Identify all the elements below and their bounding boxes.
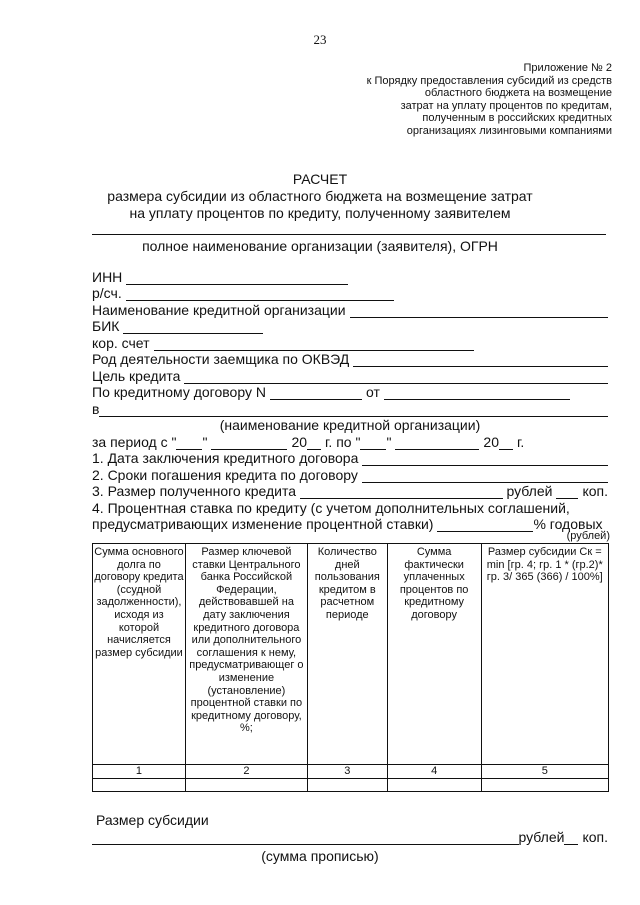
bik-field[interactable] (123, 320, 263, 334)
item3-kop-field[interactable] (556, 485, 578, 499)
subsidy-rub-label: рублей (518, 829, 565, 845)
period-to-year-field[interactable] (499, 436, 513, 450)
contract-row (92, 384, 608, 401)
page-number: 23 (313, 32, 327, 47)
header-cell: Сумма основного долга по договору кредита (ссудной задолженности), исходя из которой начисляется размер субсидии (93, 544, 186, 765)
document-title (0, 171, 640, 222)
okved-row (92, 351, 608, 368)
subsidy-amount-label: Размер субсидии (96, 812, 209, 828)
item3-label: 3. Размер полученного кредита (92, 483, 297, 499)
bik-row (92, 318, 608, 335)
contract-label: По кредитному договору N (92, 384, 266, 400)
requisites-block (92, 268, 608, 532)
appendix-line: затрат на уплату процентов по кредитам, (400, 99, 612, 112)
item2-label: 2. Сроки погашения кредита по договору (92, 466, 358, 483)
item4-row-2 (92, 516, 608, 533)
inn-row (92, 268, 608, 285)
item4-row (92, 499, 608, 516)
item2-row (92, 466, 608, 483)
subsidy-amount-row (92, 829, 608, 845)
item4-label: 4. Процентная ставка по кредиту (с учетом дополнительных соглашений, (92, 499, 570, 516)
contract-from-label: от (365, 384, 380, 400)
period-from-day-field[interactable] (176, 436, 202, 450)
column-number: 4 (387, 765, 481, 779)
column-number: 5 (481, 765, 608, 779)
period-year-prefix-2: 20 (483, 433, 499, 450)
item3-rub-field[interactable] (300, 485, 502, 499)
appendix-line: полученным в российских кредитных (422, 112, 612, 125)
purpose-label: Цель кредита (92, 367, 181, 384)
subsidy-table (92, 543, 609, 792)
inn-field[interactable] (126, 271, 348, 285)
period-end: г. (517, 433, 525, 450)
header-cell: Сумма фактически уплаченных процентов по кредитному договору (387, 544, 481, 765)
table-cell[interactable] (185, 779, 307, 792)
okved-field[interactable] (353, 353, 608, 367)
subsidy-kop-label: коп. (582, 829, 608, 845)
header-cell: Размер ключевой ставки Центрального банка Российской Федерации, действовавшей на дату заключения кредитного договора или дополнительного соглашения к нему, предусматривающег о изменение (установление) процентной ставки по кредитному договору, %; (185, 544, 307, 765)
item3-kop-label: коп. (582, 483, 608, 499)
contract-date-field[interactable] (384, 386, 570, 400)
column-number: 3 (307, 765, 387, 779)
account-field[interactable] (126, 287, 394, 301)
title-line: РАСЧЕТ (292, 171, 348, 187)
table-cell[interactable] (93, 779, 186, 792)
corr-account-label: кор. счет (92, 334, 150, 351)
appendix-line: организациях лизинговыми компаниями (406, 124, 612, 137)
purpose-field[interactable] (184, 370, 608, 384)
okved-label: Род деятельности заемщика по ОКВЭД (92, 351, 350, 367)
amount-in-words-caption: (сумма прописью) (261, 848, 379, 864)
contract-number-field[interactable] (270, 386, 362, 400)
subsidy-kop-field[interactable] (564, 831, 578, 845)
bank-caption: (наименование кредитной организации) (219, 417, 481, 433)
item1-field[interactable] (362, 452, 608, 466)
item3-row (92, 483, 608, 500)
header-cell: Размер субсидии Ск = min [гр. 4; гр. 1 * (гр.2)* гр. 3/ 365 (366) / 100%] (481, 544, 608, 765)
title-line: на уплату процентов по кредиту, полученному заявителем (129, 205, 511, 221)
units-note: (рублей) (566, 530, 610, 542)
credit-org-label: Наименование кредитной организации (92, 301, 346, 318)
period-quote-1: " (202, 433, 208, 450)
org-name-line[interactable] (92, 234, 606, 235)
purpose-row (92, 367, 608, 384)
period-from-year-field[interactable] (307, 436, 321, 450)
bank-caption-row (92, 417, 608, 434)
period-row (92, 433, 608, 450)
corr-account-row (92, 334, 608, 351)
appendix-line: областного бюджета на возмещение (424, 87, 612, 100)
item1-row (92, 450, 608, 467)
bank-row (92, 400, 608, 417)
credit-org-field[interactable] (350, 304, 608, 318)
appendix-header (312, 62, 612, 138)
bank-field[interactable] (99, 403, 608, 417)
table-header-row (93, 544, 609, 765)
item2-field[interactable] (362, 469, 608, 483)
appendix-line: к Порядку предоставления субсидий из средств (366, 74, 612, 87)
inn-label: ИНН (92, 268, 123, 285)
subsidy-amount-field[interactable] (92, 831, 519, 845)
period-from-month-field[interactable] (211, 436, 287, 450)
account-row (92, 285, 608, 302)
column-number: 1 (93, 765, 186, 779)
table-cell[interactable] (481, 779, 608, 792)
interest-rate-field[interactable] (437, 518, 533, 532)
period-prefix: за период с " (92, 433, 177, 450)
table-cell[interactable] (387, 779, 481, 792)
period-to-day-field[interactable] (360, 436, 386, 450)
item4-label-2: предусматривающих изменение процентной ставки) (92, 516, 434, 532)
bik-label: БИК (92, 318, 120, 334)
period-quote-2: " (386, 433, 392, 450)
item3-rub-label: рублей (506, 483, 553, 499)
appendix-line: Приложение № 2 (523, 62, 612, 74)
table-row (93, 779, 609, 792)
credit-org-row (92, 301, 608, 318)
item4-suffix: % годовых (533, 516, 603, 532)
title-line: размера субсидии из областного бюджета на возмещение затрат (107, 188, 533, 204)
column-number: 2 (185, 765, 307, 779)
account-label: р/сч. (92, 285, 122, 301)
table-number-row (93, 765, 609, 779)
org-name-caption: полное наименование организации (заявителя), ОГРН (142, 238, 498, 254)
table-cell[interactable] (307, 779, 387, 792)
period-to-month-field[interactable] (395, 436, 479, 450)
period-mid: г. по " (325, 433, 361, 450)
corr-account-field[interactable] (154, 337, 474, 351)
bank-label: в (92, 400, 100, 417)
period-year-prefix-1: 20 (291, 433, 308, 450)
header-cell: Количество дней пользования кредитом в расчетном периоде (307, 544, 387, 765)
item1-label: 1. Дата заключения кредитного договора (92, 450, 359, 466)
